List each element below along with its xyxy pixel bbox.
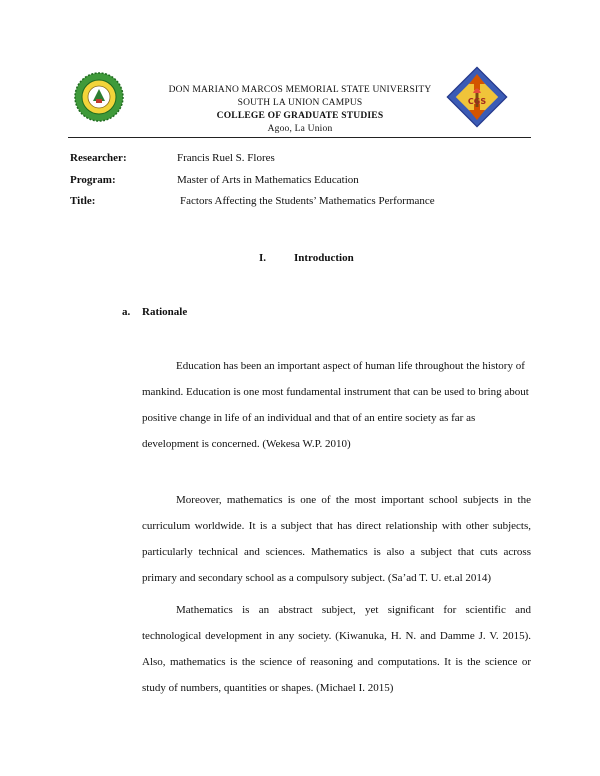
location: Agoo, La Union: [267, 124, 333, 134]
title-value: Factors Affecting the Students’ Mathematics Performance: [180, 195, 435, 207]
researcher-value: Francis Ruel S. Flores: [177, 152, 275, 164]
section-title: Introduction: [294, 252, 354, 264]
subsection-title: Rationale: [142, 306, 188, 318]
researcher-label: Researcher:: [70, 152, 127, 164]
paragraph-text: Moreover, mathematics is one of the most important school subjects in the curriculum worldwide. It is a subject that has direct relationship with other subjects, particularly technical and sciences. Mathematics is also a subject that cuts across primary and secondary school as a compulsory subject. (Sa’ad T. U. et.al 2014): [142, 494, 531, 584]
campus-name: SOUTH LA UNION CAMPUS: [237, 98, 363, 108]
paragraph: [142, 597, 531, 701]
section-numeral: I.: [259, 252, 267, 264]
program-value: Master of Arts in Mathematics Education: [177, 174, 359, 186]
paragraph: [142, 353, 531, 457]
header-divider: [68, 137, 531, 138]
title-label: Title:: [70, 195, 96, 207]
paragraph-text: Education has been an important aspect of human life throughout the history of mankind. Education is one most fundamental instrument that can be used to bring about positive change in life of an individual and that of an entire society as far as development is concerned. (Wekesa W.P. 2010): [142, 360, 529, 450]
cgs-logo-text: CGS: [467, 97, 487, 106]
paragraph-text: Mathematics is an abstract subject, yet significant for scientific and technological development in any society. (Kiwanuka, H. N. and Damme J. V. 2015). Also, mathematics is the science of reasoning and computations. It is the science or study of numbers, quantities or shapes. (Michael I. 2015): [142, 604, 531, 694]
paragraph: [142, 487, 531, 591]
university-name: DON MARIANO MARCOS MEMORIAL STATE UNIVERSITY: [168, 85, 432, 95]
subsection-letter: a.: [122, 306, 131, 318]
college-name: COLLEGE OF GRADUATE STUDIES: [216, 111, 384, 121]
program-label: Program:: [70, 174, 116, 186]
cgs-logo: [446, 66, 508, 128]
